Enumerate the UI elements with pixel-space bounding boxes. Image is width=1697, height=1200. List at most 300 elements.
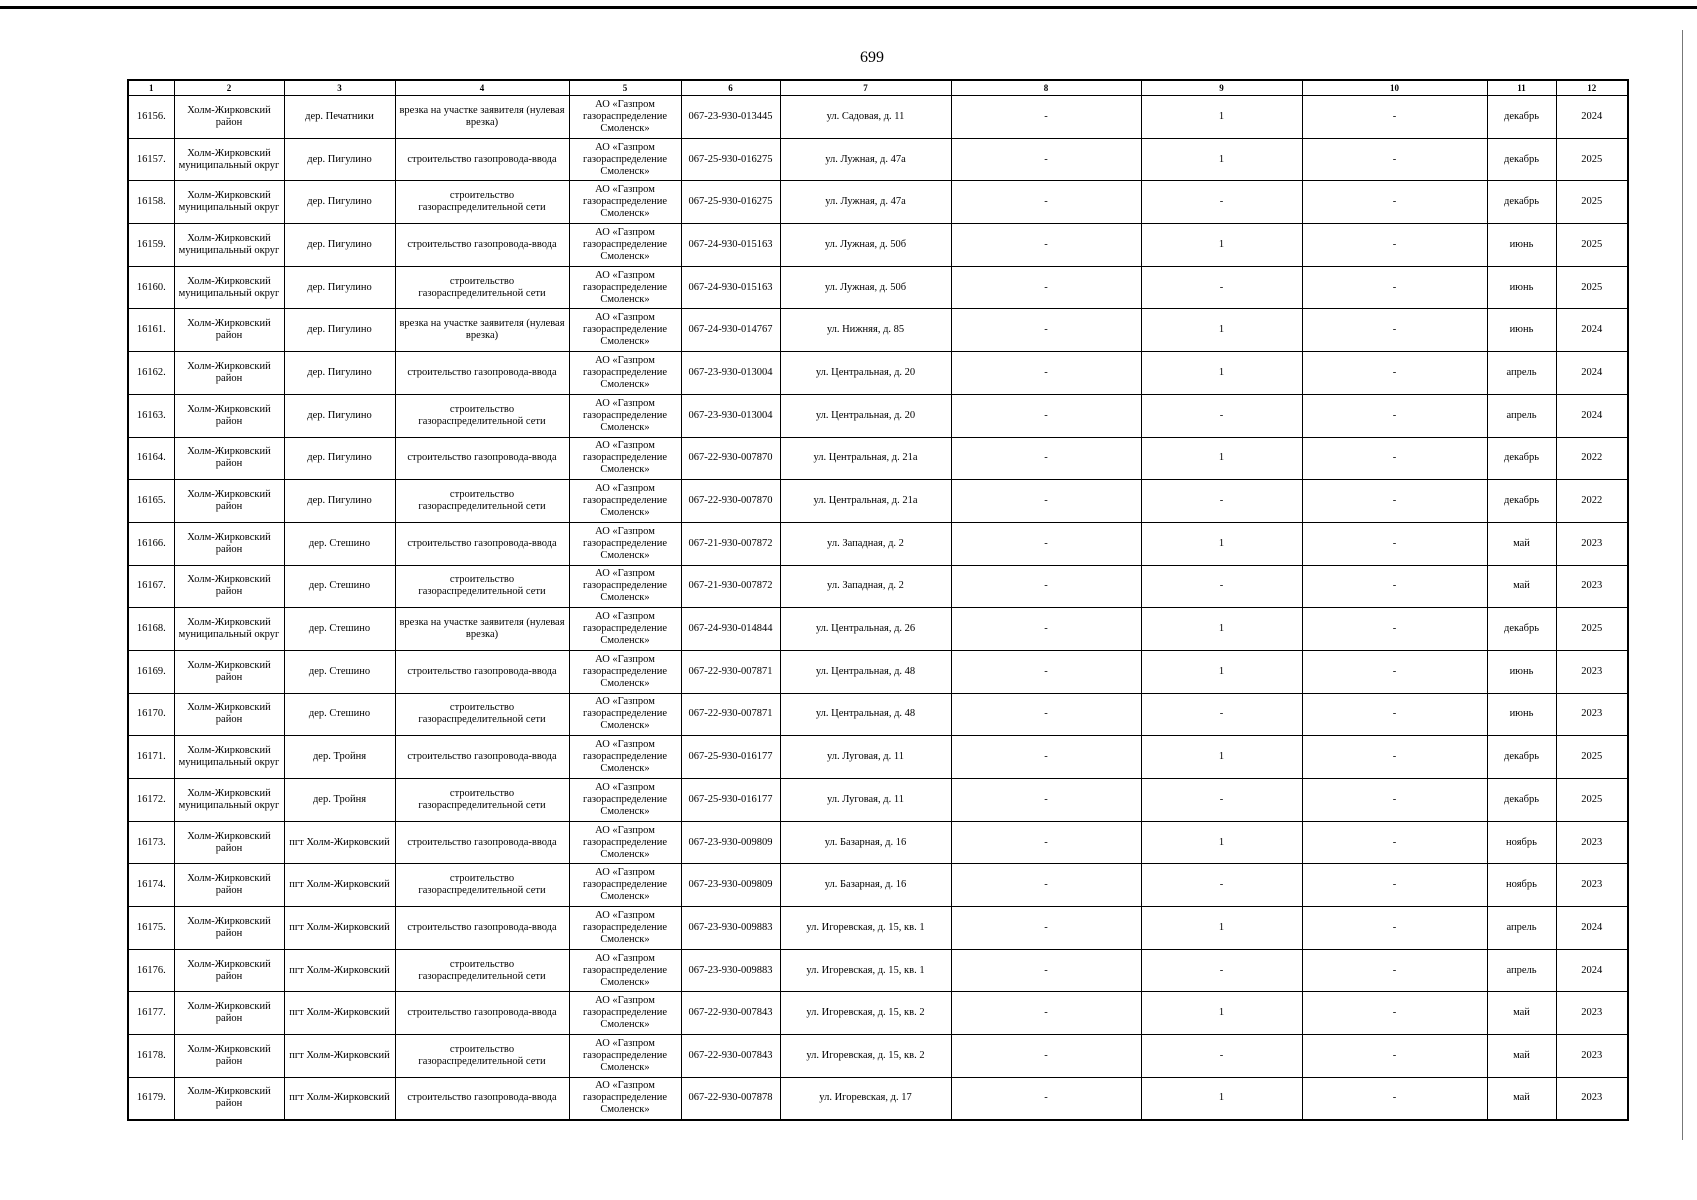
col-10-value-cell: -: [1302, 992, 1487, 1035]
address-cell: ул. Игоревская, д. 15, кв. 2: [780, 1035, 951, 1078]
page-number: 699: [860, 49, 884, 66]
municipality-cell: Холм-Жирковский район: [174, 480, 284, 523]
municipality-cell: Холм-Жирковский район: [174, 821, 284, 864]
row-number-cell: 16174.: [128, 864, 174, 907]
table-row: [128, 480, 1628, 523]
year-cell: 2024: [1556, 394, 1628, 437]
organization-cell: АО «Газпром газораспределение Смоленск»: [569, 522, 681, 565]
col-10-value-cell: -: [1302, 864, 1487, 907]
table-row: [128, 693, 1628, 736]
organization-cell: АО «Газпром газораспределение Смоленск»: [569, 224, 681, 267]
col-9-value-cell: 1: [1141, 224, 1302, 267]
locality-cell: дер. Пигулино: [284, 309, 395, 352]
locality-cell: дер. Печатники: [284, 96, 395, 139]
col-10-value-cell: -: [1302, 480, 1487, 523]
col-9-value-cell: -: [1141, 949, 1302, 992]
row-number-cell: 16156.: [128, 96, 174, 139]
col-8-value-cell: -: [951, 1077, 1141, 1120]
row-number-cell: 16167.: [128, 565, 174, 608]
col-8-value-cell: -: [951, 949, 1141, 992]
work-type-cell: строительство газопровода-ввода: [395, 138, 569, 181]
address-cell: ул. Западная, д. 2: [780, 522, 951, 565]
application-number-cell: 067-22-930-007870: [681, 437, 780, 480]
col-10-value-cell: -: [1302, 949, 1487, 992]
municipality-cell: Холм-Жирковский район: [174, 565, 284, 608]
work-type-cell: строительство газопровода-ввода: [395, 352, 569, 395]
work-type-cell: строительство газопровода-ввода: [395, 992, 569, 1035]
month-cell: июнь: [1487, 650, 1556, 693]
application-number-cell: 067-23-930-009883: [681, 949, 780, 992]
address-cell: ул. Базарная, д. 16: [780, 821, 951, 864]
application-number-cell: 067-21-930-007872: [681, 565, 780, 608]
table-body: [128, 96, 1628, 1121]
address-cell: ул. Центральная, д. 48: [780, 693, 951, 736]
locality-cell: дер. Тройня: [284, 736, 395, 779]
col-8-value-cell: -: [951, 522, 1141, 565]
year-cell: 2023: [1556, 992, 1628, 1035]
row-number-cell: 16162.: [128, 352, 174, 395]
year-cell: 2022: [1556, 480, 1628, 523]
locality-cell: пгт Холм-Жирковский: [284, 992, 395, 1035]
col-header: 2: [174, 80, 284, 96]
col-header: 12: [1556, 80, 1628, 96]
table-row: [128, 309, 1628, 352]
municipality-cell: Холм-Жирковский район: [174, 693, 284, 736]
table-row: [128, 394, 1628, 437]
col-9-value-cell: -: [1141, 181, 1302, 224]
registry-table: [127, 79, 1629, 1121]
organization-cell: АО «Газпром газораспределение Смоленск»: [569, 96, 681, 139]
col-9-value-cell: 1: [1141, 309, 1302, 352]
organization-cell: АО «Газпром газораспределение Смоленск»: [569, 779, 681, 822]
table-row: [128, 96, 1628, 139]
application-number-cell: 067-22-930-007843: [681, 1035, 780, 1078]
locality-cell: дер. Пигулино: [284, 480, 395, 523]
col-9-value-cell: -: [1141, 480, 1302, 523]
municipality-cell: Холм-Жирковский район: [174, 1035, 284, 1078]
organization-cell: АО «Газпром газораспределение Смоленск»: [569, 650, 681, 693]
locality-cell: дер. Стешино: [284, 565, 395, 608]
col-9-value-cell: 1: [1141, 138, 1302, 181]
organization-cell: АО «Газпром газораспределение Смоленск»: [569, 992, 681, 1035]
municipality-cell: Холм-Жирковский район: [174, 1077, 284, 1120]
work-type-cell: строительство газораспределительной сети: [395, 1035, 569, 1078]
col-8-value-cell: -: [951, 779, 1141, 822]
row-number-cell: 16178.: [128, 1035, 174, 1078]
col-10-value-cell: -: [1302, 693, 1487, 736]
col-8-value-cell: -: [951, 309, 1141, 352]
col-8-value-cell: -: [951, 352, 1141, 395]
year-cell: 2023: [1556, 1035, 1628, 1078]
year-cell: 2024: [1556, 949, 1628, 992]
work-type-cell: строительство газораспределительной сети: [395, 565, 569, 608]
month-cell: ноябрь: [1487, 821, 1556, 864]
work-type-cell: строительство газораспределительной сети: [395, 394, 569, 437]
col-10-value-cell: -: [1302, 522, 1487, 565]
table-row: [128, 779, 1628, 822]
col-header: 11: [1487, 80, 1556, 96]
col-9-value-cell: -: [1141, 565, 1302, 608]
work-type-cell: строительство газораспределительной сети: [395, 480, 569, 523]
work-type-cell: строительство газопровода-ввода: [395, 650, 569, 693]
application-number-cell: 067-23-930-009883: [681, 907, 780, 950]
address-cell: ул. Базарная, д. 16: [780, 864, 951, 907]
row-number-cell: 16176.: [128, 949, 174, 992]
address-cell: ул. Центральная, д. 48: [780, 650, 951, 693]
address-cell: ул. Центральная, д. 20: [780, 394, 951, 437]
municipality-cell: Холм-Жирковский муниципальный округ: [174, 181, 284, 224]
top-border-rule: [0, 6, 1697, 9]
row-number-cell: 16158.: [128, 181, 174, 224]
col-9-value-cell: -: [1141, 266, 1302, 309]
address-cell: ул. Лужная, д. 47а: [780, 138, 951, 181]
work-type-cell: строительство газопровода-ввода: [395, 821, 569, 864]
year-cell: 2025: [1556, 608, 1628, 651]
work-type-cell: строительство газораспределительной сети: [395, 779, 569, 822]
row-number-cell: 16160.: [128, 266, 174, 309]
row-number-cell: 16157.: [128, 138, 174, 181]
row-number-cell: 16163.: [128, 394, 174, 437]
month-cell: июнь: [1487, 224, 1556, 267]
col-10-value-cell: -: [1302, 736, 1487, 779]
organization-cell: АО «Газпром газораспределение Смоленск»: [569, 907, 681, 950]
month-cell: май: [1487, 522, 1556, 565]
municipality-cell: Холм-Жирковский район: [174, 864, 284, 907]
row-number-cell: 16165.: [128, 480, 174, 523]
work-type-cell: строительство газопровода-ввода: [395, 437, 569, 480]
table-row: [128, 522, 1628, 565]
col-8-value-cell: -: [951, 565, 1141, 608]
month-cell: май: [1487, 992, 1556, 1035]
address-cell: ул. Западная, д. 2: [780, 565, 951, 608]
locality-cell: пгт Холм-Жирковский: [284, 907, 395, 950]
locality-cell: дер. Тройня: [284, 779, 395, 822]
organization-cell: АО «Газпром газораспределение Смоленск»: [569, 138, 681, 181]
row-number-cell: 16169.: [128, 650, 174, 693]
col-header: 8: [951, 80, 1141, 96]
year-cell: 2023: [1556, 1077, 1628, 1120]
col-8-value-cell: -: [951, 736, 1141, 779]
column-header: [128, 80, 1628, 96]
year-cell: 2023: [1556, 864, 1628, 907]
table-row: [128, 608, 1628, 651]
organization-cell: АО «Газпром газораспределение Смоленск»: [569, 394, 681, 437]
organization-cell: АО «Газпром газораспределение Смоленск»: [569, 565, 681, 608]
month-cell: декабрь: [1487, 181, 1556, 224]
work-type-cell: строительство газопровода-ввода: [395, 736, 569, 779]
col-8-value-cell: -: [951, 650, 1141, 693]
application-number-cell: 067-24-930-015163: [681, 224, 780, 267]
locality-cell: дер. Пигулино: [284, 266, 395, 309]
col-header: 4: [395, 80, 569, 96]
organization-cell: АО «Газпром газораспределение Смоленск»: [569, 608, 681, 651]
col-header: 9: [1141, 80, 1302, 96]
col-10-value-cell: -: [1302, 309, 1487, 352]
address-cell: ул. Луговая, д. 11: [780, 736, 951, 779]
year-cell: 2022: [1556, 437, 1628, 480]
col-8-value-cell: -: [951, 907, 1141, 950]
municipality-cell: Холм-Жирковский район: [174, 352, 284, 395]
col-10-value-cell: -: [1302, 138, 1487, 181]
month-cell: декабрь: [1487, 96, 1556, 139]
col-9-value-cell: 1: [1141, 608, 1302, 651]
page-edge-line: [1682, 30, 1683, 1140]
organization-cell: АО «Газпром газораспределение Смоленск»: [569, 864, 681, 907]
year-cell: 2024: [1556, 309, 1628, 352]
row-number-cell: 16164.: [128, 437, 174, 480]
table-row: [128, 437, 1628, 480]
locality-cell: дер. Пигулино: [284, 138, 395, 181]
address-cell: ул. Нижняя, д. 85: [780, 309, 951, 352]
municipality-cell: Холм-Жирковский муниципальный округ: [174, 736, 284, 779]
work-type-cell: строительство газораспределительной сети: [395, 949, 569, 992]
row-number-cell: 16161.: [128, 309, 174, 352]
col-10-value-cell: -: [1302, 608, 1487, 651]
row-number-cell: 16177.: [128, 992, 174, 1035]
col-8-value-cell: -: [951, 864, 1141, 907]
table-row: [128, 992, 1628, 1035]
table-row: [128, 352, 1628, 395]
organization-cell: АО «Газпром газораспределение Смоленск»: [569, 821, 681, 864]
work-type-cell: строительство газораспределительной сети: [395, 266, 569, 309]
organization-cell: АО «Газпром газораспределение Смоленск»: [569, 181, 681, 224]
col-header: 10: [1302, 80, 1487, 96]
col-10-value-cell: -: [1302, 266, 1487, 309]
col-9-value-cell: 1: [1141, 522, 1302, 565]
month-cell: июнь: [1487, 266, 1556, 309]
month-cell: декабрь: [1487, 437, 1556, 480]
year-cell: 2025: [1556, 138, 1628, 181]
application-number-cell: 067-22-930-007870: [681, 480, 780, 523]
col-8-value-cell: -: [951, 224, 1141, 267]
municipality-cell: Холм-Жирковский район: [174, 96, 284, 139]
row-number-cell: 16170.: [128, 693, 174, 736]
col-9-value-cell: 1: [1141, 736, 1302, 779]
application-number-cell: 067-22-930-007871: [681, 693, 780, 736]
col-9-value-cell: -: [1141, 394, 1302, 437]
municipality-cell: Холм-Жирковский район: [174, 394, 284, 437]
locality-cell: пгт Холм-Жирковский: [284, 821, 395, 864]
month-cell: апрель: [1487, 907, 1556, 950]
organization-cell: АО «Газпром газораспределение Смоленск»: [569, 693, 681, 736]
address-cell: ул. Центральная, д. 21а: [780, 480, 951, 523]
col-8-value-cell: -: [951, 138, 1141, 181]
col-8-value-cell: -: [951, 266, 1141, 309]
locality-cell: дер. Пигулино: [284, 394, 395, 437]
work-type-cell: врезка на участке заявителя (нулевая врезка): [395, 608, 569, 651]
locality-cell: пгт Холм-Жирковский: [284, 1077, 395, 1120]
work-type-cell: строительство газораспределительной сети: [395, 693, 569, 736]
col-10-value-cell: -: [1302, 437, 1487, 480]
col-9-value-cell: 1: [1141, 992, 1302, 1035]
col-8-value-cell: -: [951, 992, 1141, 1035]
col-10-value-cell: -: [1302, 1035, 1487, 1078]
year-cell: 2024: [1556, 96, 1628, 139]
column-number-row: [128, 80, 1628, 96]
year-cell: 2025: [1556, 181, 1628, 224]
locality-cell: дер. Пигулино: [284, 352, 395, 395]
address-cell: ул. Игоревская, д. 15, кв. 1: [780, 907, 951, 950]
table-row: [128, 138, 1628, 181]
table-row: [128, 1035, 1628, 1078]
year-cell: 2025: [1556, 779, 1628, 822]
municipality-cell: Холм-Жирковский район: [174, 437, 284, 480]
address-cell: ул. Лужная, д. 50б: [780, 224, 951, 267]
application-number-cell: 067-25-930-016177: [681, 779, 780, 822]
year-cell: 2023: [1556, 522, 1628, 565]
application-number-cell: 067-23-930-013004: [681, 394, 780, 437]
month-cell: декабрь: [1487, 608, 1556, 651]
col-8-value-cell: -: [951, 821, 1141, 864]
col-10-value-cell: -: [1302, 394, 1487, 437]
organization-cell: АО «Газпром газораспределение Смоленск»: [569, 736, 681, 779]
col-9-value-cell: 1: [1141, 96, 1302, 139]
address-cell: ул. Центральная, д. 26: [780, 608, 951, 651]
col-9-value-cell: 1: [1141, 1077, 1302, 1120]
address-cell: ул. Садовая, д. 11: [780, 96, 951, 139]
col-10-value-cell: -: [1302, 181, 1487, 224]
application-number-cell: 067-23-930-013004: [681, 352, 780, 395]
locality-cell: пгт Холм-Жирковский: [284, 1035, 395, 1078]
col-header: 5: [569, 80, 681, 96]
year-cell: 2023: [1556, 650, 1628, 693]
col-header: 6: [681, 80, 780, 96]
locality-cell: дер. Стешино: [284, 650, 395, 693]
col-8-value-cell: -: [951, 181, 1141, 224]
application-number-cell: 067-23-930-009809: [681, 821, 780, 864]
row-number-cell: 16166.: [128, 522, 174, 565]
table-row: [128, 650, 1628, 693]
col-10-value-cell: -: [1302, 352, 1487, 395]
municipality-cell: Холм-Жирковский муниципальный округ: [174, 138, 284, 181]
locality-cell: пгт Холм-Жирковский: [284, 864, 395, 907]
year-cell: 2024: [1556, 907, 1628, 950]
organization-cell: АО «Газпром газораспределение Смоленск»: [569, 352, 681, 395]
locality-cell: дер. Стешино: [284, 608, 395, 651]
month-cell: май: [1487, 1035, 1556, 1078]
month-cell: декабрь: [1487, 138, 1556, 181]
col-9-value-cell: -: [1141, 779, 1302, 822]
col-9-value-cell: 1: [1141, 907, 1302, 950]
address-cell: ул. Центральная, д. 20: [780, 352, 951, 395]
year-cell: 2025: [1556, 736, 1628, 779]
address-cell: ул. Лужная, д. 50б: [780, 266, 951, 309]
row-number-cell: 16172.: [128, 779, 174, 822]
application-number-cell: 067-25-930-016177: [681, 736, 780, 779]
col-10-value-cell: -: [1302, 650, 1487, 693]
col-10-value-cell: -: [1302, 224, 1487, 267]
municipality-cell: Холм-Жирковский район: [174, 309, 284, 352]
col-10-value-cell: -: [1302, 1077, 1487, 1120]
col-header: 3: [284, 80, 395, 96]
month-cell: апрель: [1487, 949, 1556, 992]
year-cell: 2025: [1556, 224, 1628, 267]
col-8-value-cell: -: [951, 437, 1141, 480]
locality-cell: дер. Стешино: [284, 522, 395, 565]
col-8-value-cell: -: [951, 394, 1141, 437]
municipality-cell: Холм-Жирковский район: [174, 522, 284, 565]
organization-cell: АО «Газпром газораспределение Смоленск»: [569, 437, 681, 480]
organization-cell: АО «Газпром газораспределение Смоленск»: [569, 309, 681, 352]
col-9-value-cell: 1: [1141, 650, 1302, 693]
table-row: [128, 181, 1628, 224]
work-type-cell: строительство газораспределительной сети: [395, 864, 569, 907]
year-cell: 2023: [1556, 693, 1628, 736]
col-10-value-cell: -: [1302, 779, 1487, 822]
municipality-cell: Холм-Жирковский район: [174, 949, 284, 992]
month-cell: июнь: [1487, 309, 1556, 352]
col-9-value-cell: 1: [1141, 821, 1302, 864]
work-type-cell: строительство газопровода-ввода: [395, 224, 569, 267]
table-row: [128, 821, 1628, 864]
organization-cell: АО «Газпром газораспределение Смоленск»: [569, 949, 681, 992]
application-number-cell: 067-25-930-016275: [681, 181, 780, 224]
municipality-cell: Холм-Жирковский муниципальный округ: [174, 608, 284, 651]
row-number-cell: 16168.: [128, 608, 174, 651]
table-row: [128, 736, 1628, 779]
row-number-cell: 16159.: [128, 224, 174, 267]
application-number-cell: 067-24-930-014844: [681, 608, 780, 651]
application-number-cell: 067-22-930-007878: [681, 1077, 780, 1120]
application-number-cell: 067-25-930-016275: [681, 138, 780, 181]
table-row: [128, 266, 1628, 309]
col-9-value-cell: -: [1141, 1035, 1302, 1078]
year-cell: 2024: [1556, 352, 1628, 395]
col-8-value-cell: -: [951, 693, 1141, 736]
month-cell: май: [1487, 565, 1556, 608]
municipality-cell: Холм-Жирковский район: [174, 650, 284, 693]
col-10-value-cell: -: [1302, 821, 1487, 864]
municipality-cell: Холм-Жирковский муниципальный округ: [174, 266, 284, 309]
address-cell: ул. Луговая, д. 11: [780, 779, 951, 822]
col-8-value-cell: -: [951, 1035, 1141, 1078]
col-9-value-cell: 1: [1141, 437, 1302, 480]
municipality-cell: Холм-Жирковский муниципальный округ: [174, 224, 284, 267]
month-cell: апрель: [1487, 352, 1556, 395]
row-number-cell: 16173.: [128, 821, 174, 864]
work-type-cell: врезка на участке заявителя (нулевая врезка): [395, 96, 569, 139]
application-number-cell: 067-21-930-007872: [681, 522, 780, 565]
locality-cell: дер. Пигулино: [284, 437, 395, 480]
municipality-cell: Холм-Жирковский муниципальный округ: [174, 779, 284, 822]
col-9-value-cell: 1: [1141, 352, 1302, 395]
work-type-cell: строительство газопровода-ввода: [395, 1077, 569, 1120]
work-type-cell: строительство газопровода-ввода: [395, 522, 569, 565]
organization-cell: АО «Газпром газораспределение Смоленск»: [569, 480, 681, 523]
table-row: [128, 864, 1628, 907]
col-9-value-cell: -: [1141, 693, 1302, 736]
month-cell: декабрь: [1487, 480, 1556, 523]
col-header: 1: [128, 80, 174, 96]
col-header: 7: [780, 80, 951, 96]
application-number-cell: 067-23-930-009809: [681, 864, 780, 907]
col-8-value-cell: -: [951, 608, 1141, 651]
locality-cell: дер. Пигулино: [284, 224, 395, 267]
month-cell: ноябрь: [1487, 864, 1556, 907]
work-type-cell: строительство газопровода-ввода: [395, 907, 569, 950]
locality-cell: дер. Стешино: [284, 693, 395, 736]
municipality-cell: Холм-Жирковский район: [174, 907, 284, 950]
table-row: [128, 949, 1628, 992]
organization-cell: АО «Газпром газораспределение Смоленск»: [569, 1077, 681, 1120]
month-cell: июнь: [1487, 693, 1556, 736]
locality-cell: дер. Пигулино: [284, 181, 395, 224]
address-cell: ул. Лужная, д. 47а: [780, 181, 951, 224]
table-row: [128, 1077, 1628, 1120]
col-8-value-cell: -: [951, 96, 1141, 139]
year-cell: 2023: [1556, 821, 1628, 864]
table-row: [128, 565, 1628, 608]
